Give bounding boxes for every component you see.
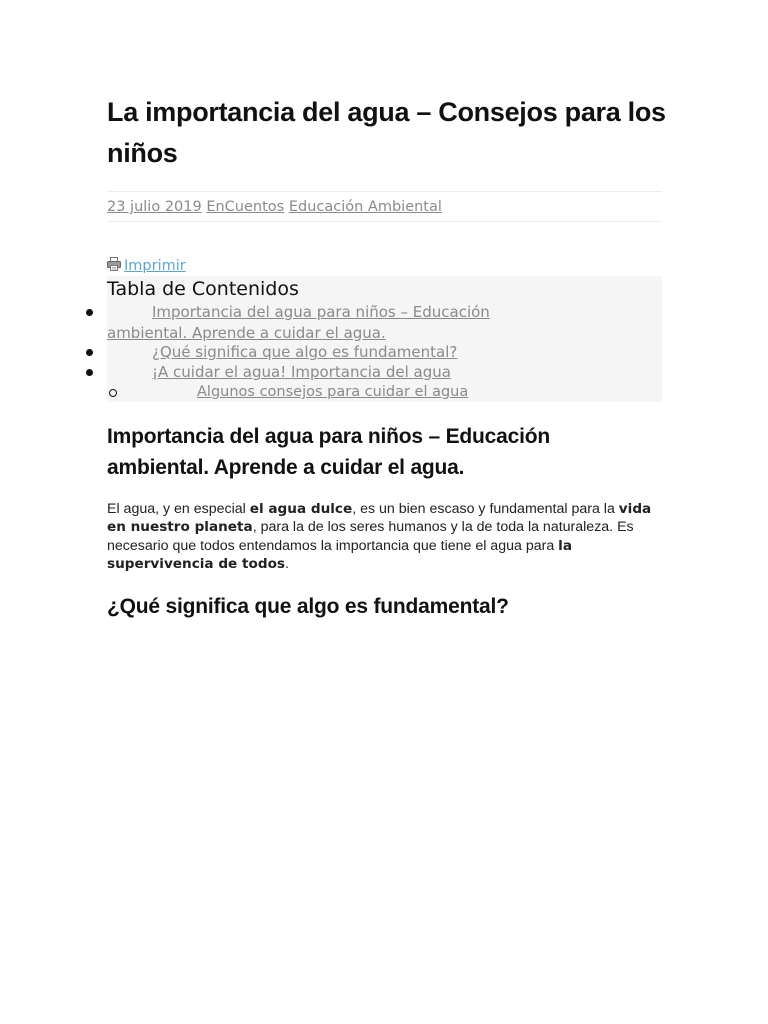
section-heading-importancia — [107, 421, 550, 483]
section-heading-importancia-line2: ambiental. Aprende a cuidar el agua. — [107, 456, 465, 479]
toc-link-cuidar[interactable]: ¡A cuidar el agua! Importancia del agua — [152, 363, 451, 381]
toc-link-importancia-line1[interactable]: Importancia del agua para niños – Educación — [152, 303, 490, 321]
meta-divider-top — [107, 191, 662, 192]
section-heading-importancia-line1: Importancia del agua para niños – Educación — [107, 425, 551, 448]
meta-divider-bottom — [107, 221, 662, 222]
intro-paragraph — [107, 500, 655, 573]
intro-bold-agua-dulce: el agua dulce — [249, 501, 353, 517]
toc-title: Tabla de Contenidos — [107, 278, 299, 300]
toc-link-consejos[interactable]: Algunos consejos para cuidar el agua — [197, 384, 469, 400]
article-author-link[interactable]: EnCuentos — [206, 199, 285, 215]
intro-text-2: , es un bien escaso y fundamental para la — [352, 501, 619, 517]
intro-bold-vida-planeta: vida en nuestro planeta — [107, 501, 652, 536]
intro-text-3: , para la de los seres humanos y la de toda la naturaleza. Es necesario que todos entendamos la importancia que tiene el agua para — [107, 519, 634, 554]
print-control[interactable] — [107, 256, 186, 276]
print-link[interactable]: Imprimir — [124, 258, 186, 274]
intro-bold-supervivencia: la supervivencia de todos — [107, 537, 572, 572]
toc-item-cuidar[interactable] — [107, 362, 451, 383]
toc-bullet — [86, 349, 93, 356]
table-of-contents — [107, 276, 662, 402]
toc-bullet — [86, 309, 93, 316]
intro-text-4: . — [285, 555, 289, 572]
article-meta — [107, 197, 442, 217]
article-title: La importancia del agua – Consejos para los niños — [107, 97, 666, 168]
toc-subitem-consejos[interactable] — [107, 382, 468, 403]
printer-icon — [107, 257, 121, 271]
toc-link-importancia-line2[interactable]: ambiental. Aprende a cuidar el agua. — [107, 323, 386, 342]
toc-item-importancia[interactable] — [107, 302, 490, 343]
toc-item-fundamental[interactable] — [107, 342, 457, 363]
section-heading-fundamental: ¿Qué significa que algo es fundamental? — [107, 595, 509, 618]
article-date-link[interactable]: 23 julio 2019 — [107, 199, 202, 215]
toc-bullet — [86, 369, 93, 376]
article-category-link[interactable]: Educación Ambiental — [288, 199, 442, 215]
intro-text-1: El agua, y en especial — [107, 501, 250, 517]
toc-link-fundamental[interactable]: ¿Qué significa que algo es fundamental? — [152, 343, 458, 361]
